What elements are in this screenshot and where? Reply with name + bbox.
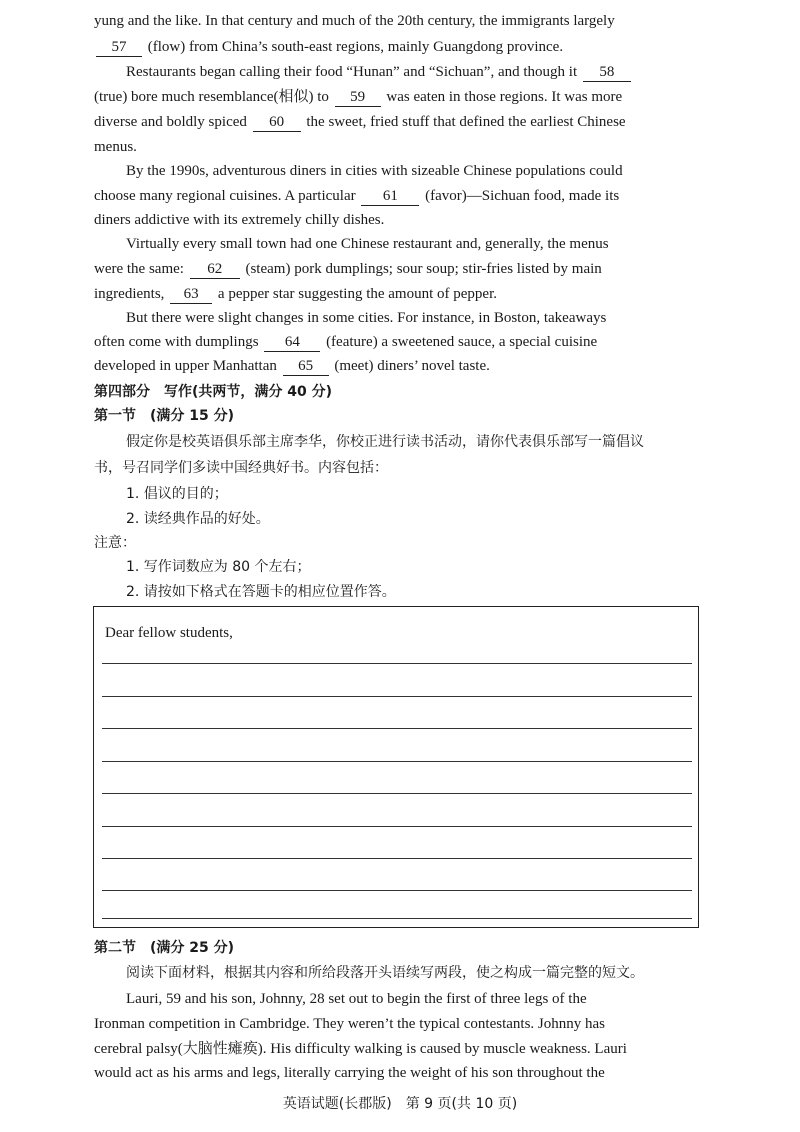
passage-line	[94, 87, 706, 107]
text: But there were slight changes in some cities. For instance, in Boston, takeaways	[126, 310, 607, 326]
instruction-text: 假定你是校英语俱乐部主席李华，你校正进行读书活动，请你代表俱乐部写一篇倡议	[126, 434, 644, 450]
text: yung and the like. In that century and much of the 20th century, the immigrants largely	[94, 13, 615, 29]
note-label: 注意：	[94, 535, 136, 551]
note-item: 1. 写作词数应为 80 个左右；	[126, 559, 311, 575]
blank-57[interactable]: 57	[96, 39, 142, 57]
passage-line	[94, 332, 706, 352]
blank-61[interactable]: 61	[361, 188, 419, 206]
text: often come with dumplings	[94, 334, 259, 350]
text: menus.	[94, 139, 137, 155]
passage-line	[126, 234, 706, 254]
blank-63[interactable]: 63	[170, 286, 212, 304]
story-line: would act as his arms and legs, literally carrying the weight of his son throughout the	[94, 1065, 605, 1081]
blank-59[interactable]: 59	[335, 89, 381, 107]
text: ingredients,	[94, 286, 165, 302]
story-line: cerebral palsy(大脑性瘫痪). His difficulty walking is caused by muscle weakness. Lauri	[94, 1041, 627, 1057]
writing-line	[102, 858, 692, 859]
blank-58[interactable]: 58	[583, 64, 631, 82]
story-line: Lauri, 59 and his son, Johnny, 28 set out to begin the first of three legs of the	[126, 991, 587, 1007]
subsection-heading: 第一节 (满分 15 分)	[94, 408, 235, 424]
story-line: Ironman competition in Cambridge. They weren’t the typical contestants. Johnny has	[94, 1016, 605, 1032]
passage-line	[126, 62, 706, 82]
text: a pepper star suggesting the amount of pepper.	[217, 286, 497, 302]
section-heading: 第四部分 写作(共两节，满分 40 分)	[94, 384, 333, 400]
blank-65[interactable]: 65	[283, 358, 329, 376]
writing-line	[102, 826, 692, 827]
passage-line	[94, 112, 706, 132]
text: By the 1990s, adventurous diners in cities with sizeable Chinese populations could	[126, 163, 623, 179]
text: Restaurants began calling their food “Hunan” and “Sichuan”, and though it	[126, 64, 578, 80]
text: (steam) pork dumplings; sour soup; stir-fries listed by main	[245, 261, 602, 277]
text: developed in upper Manhattan	[94, 358, 277, 374]
content-item: 1. 倡议的目的；	[126, 486, 228, 502]
text: diners addictive with its extremely chilly dishes.	[94, 212, 385, 228]
passage-line	[94, 356, 706, 376]
text: diverse and boldly spiced	[94, 114, 247, 130]
writing-line	[102, 696, 692, 697]
instruction-text: 阅读下面材料，根据其内容和所给段落开头语续写两段，使之构成一篇完整的短文。	[126, 965, 644, 981]
text: (true) bore much resemblance(相似) to	[94, 89, 329, 105]
writing-line	[102, 761, 692, 762]
subsection-heading: 第二节 (满分 25 分)	[94, 940, 235, 956]
blank-60[interactable]: 60	[253, 114, 301, 132]
text: (meet) diners’ novel taste.	[334, 358, 490, 374]
writing-line	[102, 793, 692, 794]
passage-line	[94, 210, 706, 230]
instruction-text: 书，号召同学们多读中国经典好书。内容包括：	[94, 460, 388, 476]
passage-line	[94, 186, 706, 206]
text: (flow) from China’s south-east regions, mainly Guangdong province.	[147, 39, 564, 55]
passage-line	[94, 284, 706, 304]
passage-line	[94, 137, 706, 157]
blank-62[interactable]: 62	[190, 261, 240, 279]
writing-line	[102, 663, 692, 664]
passage-line	[94, 259, 706, 279]
blank-64[interactable]: 64	[264, 334, 320, 352]
text: the sweet, fried stuff that defined the earliest Chinese	[306, 114, 626, 130]
text: (feature) a sweetened sauce, a special cuisine	[326, 334, 598, 350]
text: (favor)—Sichuan food, made its	[425, 188, 620, 204]
writing-answer-box[interactable]	[93, 606, 699, 928]
page-footer: 英语试题(长郡版) 第 9 页(共 10 页)	[282, 1096, 518, 1112]
text: were the same:	[94, 261, 184, 277]
writing-line	[102, 918, 692, 919]
writing-line	[102, 890, 692, 891]
passage-line	[94, 11, 706, 31]
passage-line	[126, 161, 706, 181]
text: was eaten in those regions. It was more	[386, 89, 623, 105]
passage-line	[94, 37, 706, 57]
content-item: 2. 读经典作品的好处。	[126, 511, 270, 527]
text: Virtually every small town had one Chinese restaurant and, generally, the menus	[126, 236, 609, 252]
note-item: 2. 请按如下格式在答题卡的相应位置作答。	[126, 584, 396, 600]
passage-line	[126, 308, 706, 328]
greeting: Dear fellow students,	[105, 625, 233, 641]
text: choose many regional cuisines. A particular	[94, 188, 356, 204]
writing-line	[102, 728, 692, 729]
